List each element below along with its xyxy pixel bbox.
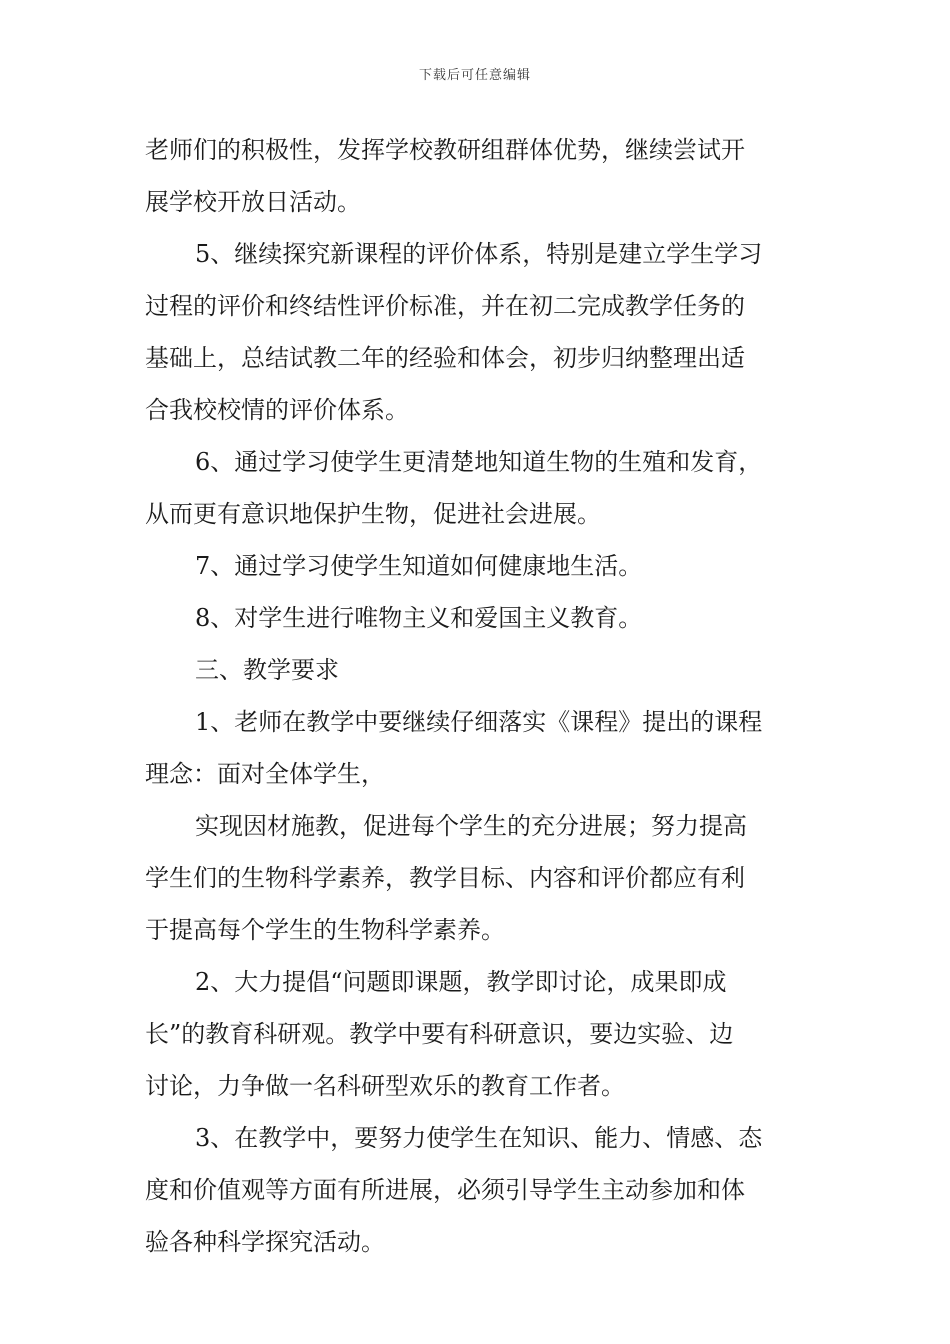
- paragraph: [145, 436, 810, 540]
- paragraph-line: 理念：面对全体学生，: [145, 760, 385, 788]
- paragraph-line: 6、通过学习使学生更清楚地知道生物的生殖和发育，: [195, 448, 763, 476]
- paragraph-line: 讨论，力争做一名科研型欢乐的教育工作者。: [145, 1072, 625, 1100]
- paragraph: [145, 592, 810, 644]
- paragraph-line: 实现因材施教，促进每个学生的充分进展；努力提高: [195, 812, 747, 840]
- paragraph: [145, 800, 810, 956]
- paragraph-line: 1、老师在教学中要继续仔细落实《课程》提出的课程: [195, 708, 763, 736]
- page-header-note: 下载后可任意编辑: [418, 68, 531, 83]
- paragraph: [145, 124, 810, 228]
- paragraph-line: 于提高每个学生的生物科学素养。: [145, 916, 505, 944]
- paragraph-line: 合我校校情的评价体系。: [145, 396, 409, 424]
- paragraph: [145, 228, 810, 436]
- paragraph: [145, 540, 810, 592]
- document-body: [145, 124, 810, 1268]
- paragraph: [145, 1112, 810, 1268]
- paragraph-line: 老师们的积极性，发挥学校教研组群体优势，继续尝试开: [145, 136, 745, 164]
- paragraph-line: 3、在教学中，要努力使学生在知识、能力、情感、态: [195, 1124, 763, 1152]
- paragraph-line: 过程的评价和终结性评价标准，并在初二完成教学任务的: [145, 292, 745, 320]
- paragraph-line: 5、继续探究新课程的评价体系，特别是建立学生学习: [195, 240, 763, 268]
- paragraph-line: 长”的教育科研观。教学中要有科研意识，要边实验、边: [145, 1020, 734, 1048]
- paragraph: [145, 644, 810, 696]
- paragraph-line: 基础上，总结试教二年的经验和体会，初步归纳整理出适: [145, 344, 745, 372]
- paragraph-line: 展学校开放日活动。: [145, 188, 361, 216]
- paragraph: [145, 956, 810, 1112]
- paragraph-line: 7、通过学习使学生知道如何健康地生活。: [195, 552, 643, 580]
- paragraph-line: 学生们的生物科学素养，教学目标、内容和评价都应有利: [145, 864, 745, 892]
- paragraph-line: 2、大力提倡“问题即课题，教学即讨论，成果即成: [195, 968, 727, 996]
- paragraph-line: 8、对学生进行唯物主义和爱国主义教育。: [195, 604, 643, 632]
- paragraph-line: 验各种科学探究活动。: [145, 1228, 385, 1256]
- paragraph-line: 从而更有意识地保护生物，促进社会进展。: [145, 500, 601, 528]
- paragraph: [145, 696, 810, 800]
- paragraph-line: 三、教学要求: [195, 656, 339, 684]
- paragraph-line: 度和价值观等方面有所进展，必须引导学生主动参加和体: [145, 1176, 745, 1204]
